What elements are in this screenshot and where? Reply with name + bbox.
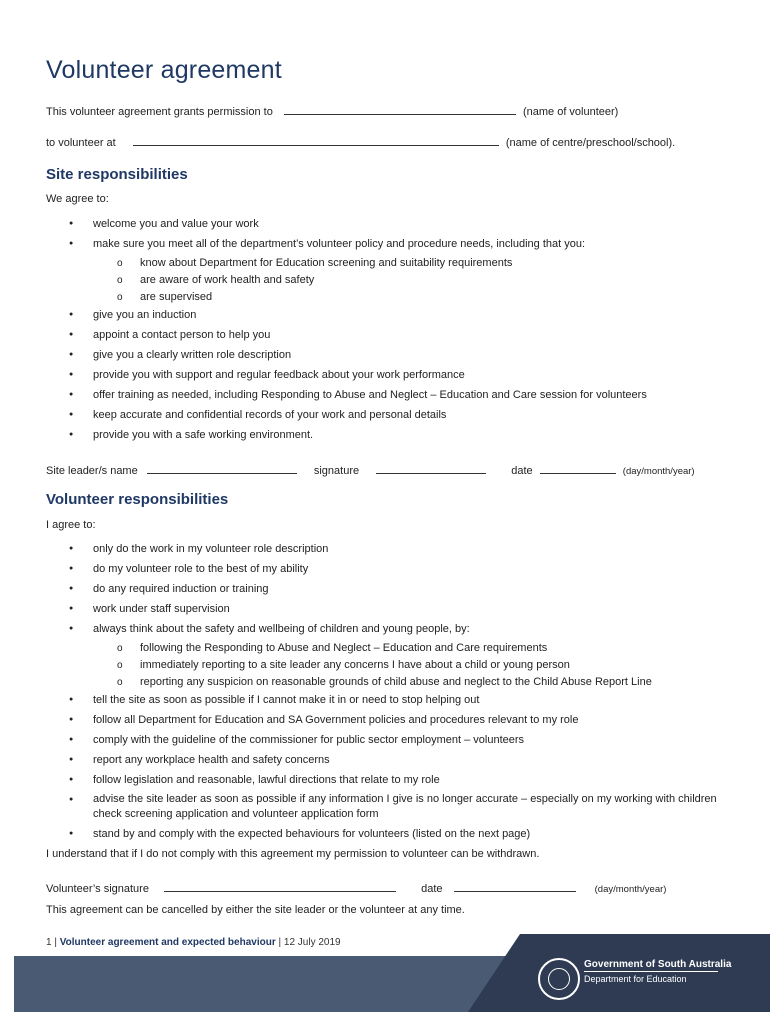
list-item: ● offer training as needed, including Responding to Abuse and Neglect – Education and Care session for volunteers xyxy=(0,387,647,407)
site-lead: We agree to: xyxy=(46,193,109,205)
list-item: ● tell the site as soon as possible if I cannot make it in or need to stop helping out xyxy=(0,692,733,712)
volunteer-lead: I agree to: xyxy=(46,519,96,531)
list-item: ● work under staff supervision xyxy=(0,601,733,621)
brand-divider xyxy=(584,971,718,972)
page-number: 1 xyxy=(46,937,52,948)
list-item: ● make sure you meet all of the department’s volunteer policy and procedure needs, including that you: xyxy=(0,236,647,256)
page-title: Volunteer agreement xyxy=(46,56,282,84)
footer-doc-title: Volunteer agreement and expected behaviour xyxy=(59,937,276,948)
cancel-statement: This agreement can be cancelled by either the site leader or the volunteer at any time. xyxy=(46,904,465,916)
list-subitem: o are aware of work health and safety xyxy=(0,273,647,290)
list-item: ● appoint a contact person to help you xyxy=(0,327,647,347)
list-item: ● do any required induction or training xyxy=(0,581,733,601)
list-item: ● give you a clearly written role description xyxy=(0,347,647,367)
department-name: Department for Education xyxy=(584,974,687,984)
volunteer-date-label: date xyxy=(421,883,443,895)
site-signature-label: signature xyxy=(313,465,360,477)
list-item: ● keep accurate and confidential records of your work and personal details xyxy=(0,407,647,427)
intro-prefix-site: to volunteer at xyxy=(46,137,116,149)
list-subitem: o following the Responding to Abuse and Neglect – Education and Care requirements xyxy=(0,641,733,658)
list-item: ● always think about the safety and wellbeing of children and young people, by: xyxy=(0,621,733,641)
list-item: ● provide you with support and regular feedback about your work performance xyxy=(0,367,647,387)
list-item: ● provide you with a safe working environment. xyxy=(0,427,647,447)
list-subitem: o reporting any suspicion on reasonable grounds of child abuse and neglect to the Child Abuse Report Line xyxy=(0,675,733,692)
volunteer-heading: Volunteer responsibilities xyxy=(46,491,229,508)
intro-prefix: This volunteer agreement grants permission to xyxy=(46,106,273,118)
intro-suffix: (name of volunteer) xyxy=(522,106,619,118)
government-name: Government of South Australia xyxy=(584,959,732,970)
list-item: ● give you an induction xyxy=(0,307,647,327)
list-subitem: o know about Department for Education screening and suitability requirements xyxy=(0,256,647,273)
list-item: ● report any workplace health and safety concerns xyxy=(0,752,733,772)
list-item: ● follow all Department for Education and SA Government policies and procedures relevant to my role xyxy=(0,712,733,732)
list-item: ● follow legislation and reasonable, lawful directions that relate to my role xyxy=(0,772,733,792)
list-subitem: o immediately reporting to a site leader any concerns I have about a child or young person xyxy=(0,658,733,675)
volunteer-date-hint: (day/month/year) xyxy=(594,884,667,895)
site-date-label: date xyxy=(511,465,533,477)
footer-date: 12 July 2019 xyxy=(283,937,341,948)
footer-separator: | xyxy=(54,937,57,948)
site-leader-name-label: Site leader/s name xyxy=(46,465,138,477)
intro-suffix-site: (name of centre/preschool/school). xyxy=(505,137,676,149)
list-item: ● stand by and comply with the expected behaviours for volunteers (listed on the next page) xyxy=(0,826,733,846)
site-date-hint: (day/month/year) xyxy=(622,466,695,477)
sa-government-crest-icon xyxy=(538,958,580,1000)
list-item: ● comply with the guideline of the commissioner for public sector employment – volunteers xyxy=(0,732,733,752)
list-subitem: o are supervised xyxy=(0,290,647,307)
list-item: ● welcome you and value your work xyxy=(0,216,647,236)
list-item: ● only do the work in my volunteer role description xyxy=(0,541,733,561)
list-item: ● do my volunteer role to the best of my ability xyxy=(0,561,733,581)
site-heading: Site responsibilities xyxy=(46,166,188,183)
footer-separator: | xyxy=(278,937,282,948)
list-item: ● advise the site leader as soon as possible if any information I give is no longer accurate – especially on my working with children check screening application and volunteer application form xyxy=(0,792,733,826)
volunteer-signature-label: Volunteer’s signature xyxy=(46,883,149,895)
withdraw-statement: I understand that if I do not comply with this agreement my permission to volunteer can be withdrawn. xyxy=(46,848,540,860)
